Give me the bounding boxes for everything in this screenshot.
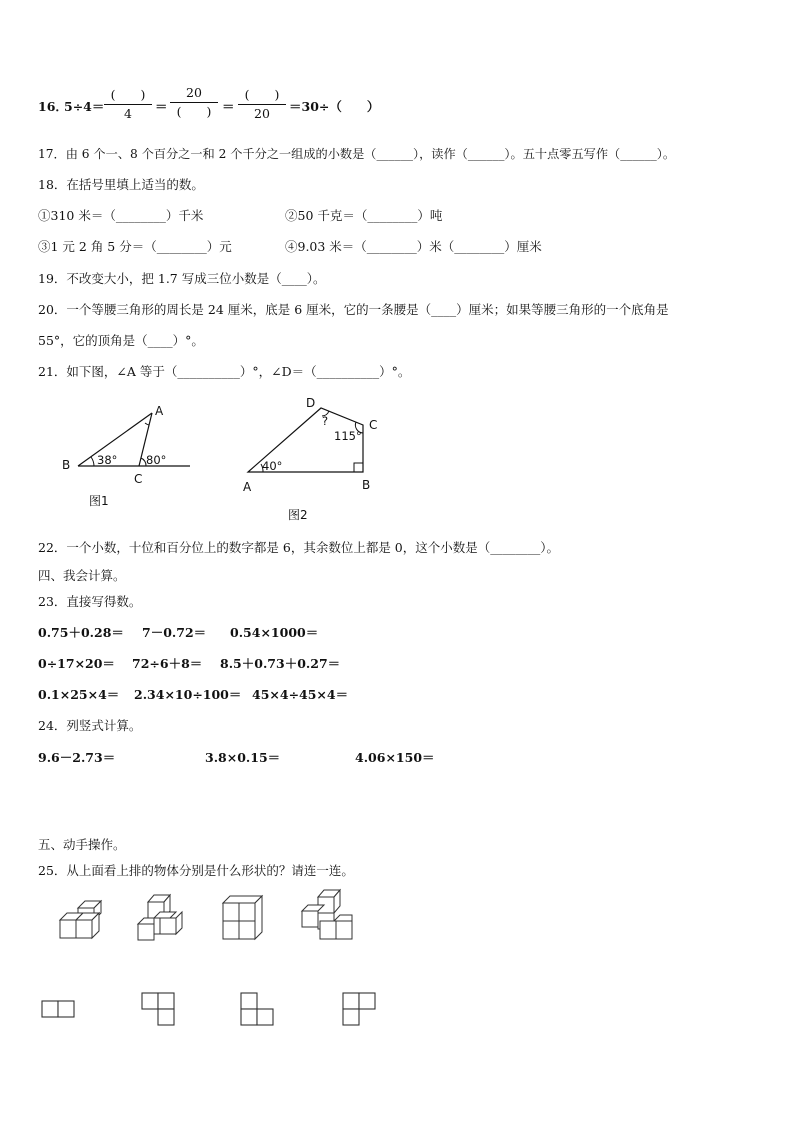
q23-r1-c3: 0.54×1000＝ <box>230 625 319 640</box>
q20-line-1: 20．一个等腰三角形的周长是 24 厘米，底是 6 厘米，它的一条腰是（____）厘米；如果等腰三角形的一个底角是 <box>38 302 669 317</box>
q23-r2-c2: 72÷6＋8＝ <box>132 656 203 671</box>
q23-r2-c1: 0÷17×20＝ <box>38 656 115 671</box>
q16-den-3: 20 <box>254 106 270 121</box>
fig2-label-d: D <box>306 396 316 410</box>
q18-title: 18．在括号里填上适当的数。 <box>38 177 204 192</box>
fig1-label-c: C <box>134 472 143 486</box>
fig2-question-mark: ? <box>322 414 329 428</box>
q25-text: 25．从上面看上排的物体分别是什么形状的？请连一连。 <box>38 863 354 878</box>
q24-item-2: 3.8×0.15＝ <box>205 750 281 765</box>
fig1-angle-b: 38° <box>97 453 118 467</box>
q23-r1-c1: 0.75＋0.28＝ <box>38 625 124 640</box>
q22-text: 22．一个小数，十位和百分位上的数字都是 6，其余数位上都是 0，这个小数是（________）。 <box>38 540 560 555</box>
q16-blank-1[interactable]: ( ) <box>110 87 146 102</box>
q16-eq-2: ＝ <box>222 99 235 114</box>
q23-r3-c3: 45×4÷45×4＝ <box>252 687 349 702</box>
fig2-angle-c: 115° <box>334 429 362 443</box>
fig2-label-b: B <box>362 478 371 492</box>
q18-item-4: ④9.03 米＝（________）米（________）厘米 <box>285 239 542 254</box>
q23-title: 23．直接写得数。 <box>38 594 142 609</box>
q18-item-1: ①310 米＝（________）千米 <box>38 208 204 223</box>
q24-item-3: 4.06×150＝ <box>355 750 435 765</box>
q20-line-2: 55°，它的顶角是（____）°。 <box>38 333 204 348</box>
fig2-angle-a: 40° <box>262 459 283 473</box>
q16-num-2: 20 <box>186 85 202 100</box>
q19-text: 19．不改变大小，把 1.7 写成三位小数是（____）。 <box>38 271 326 286</box>
q16-blank-3[interactable]: ( ) <box>244 87 280 102</box>
q23-r3-c2: 2.34×10÷100＝ <box>134 687 242 702</box>
fig2-label-a: A <box>243 480 252 494</box>
q23-r3-c1: 0.1×25×4＝ <box>38 687 120 702</box>
fig2-caption: 图2 <box>288 508 308 522</box>
fig2-label-c: C <box>369 418 378 432</box>
q16-tail: ＝30÷（ ） <box>289 99 380 114</box>
fig1-label-b: B <box>62 458 71 472</box>
fig1-angle-c: 80° <box>146 453 167 467</box>
q16-eq-1: ＝ <box>155 99 168 114</box>
q17-text: 17．由 6 个一、8 个百分之一和 2 个千分之一组成的小数是（______），读作（______）。五十点零五写作（______）。 <box>38 147 676 161</box>
q23-r1-c2: 7－0.72＝ <box>142 625 207 640</box>
q24-title: 24．列竖式计算。 <box>38 718 142 733</box>
q23-r2-c3: 8.5＋0.73＋0.27＝ <box>220 656 341 671</box>
q18-item-3: ③1 元 2 角 5 分＝（________）元 <box>38 239 232 254</box>
q16-den-1: 4 <box>124 106 132 121</box>
q16-blank-2[interactable]: ( ) <box>176 104 212 119</box>
q24-item-1: 9.6－2.73＝ <box>38 750 116 765</box>
q16-lhs: 5÷4＝ <box>64 99 105 114</box>
q16-number: 16． <box>38 99 68 114</box>
section-4-title: 四、我会计算。 <box>38 568 126 583</box>
fig1-caption: 图1 <box>89 494 109 508</box>
q18-item-2: ②50 千克＝（________）吨 <box>285 208 443 223</box>
section-5-title: 五、动手操作。 <box>38 837 126 852</box>
fig1-label-a: A <box>155 404 164 418</box>
q21-text: 21．如下图，∠A 等于（__________）°，∠D＝（__________）°。 <box>38 364 411 379</box>
